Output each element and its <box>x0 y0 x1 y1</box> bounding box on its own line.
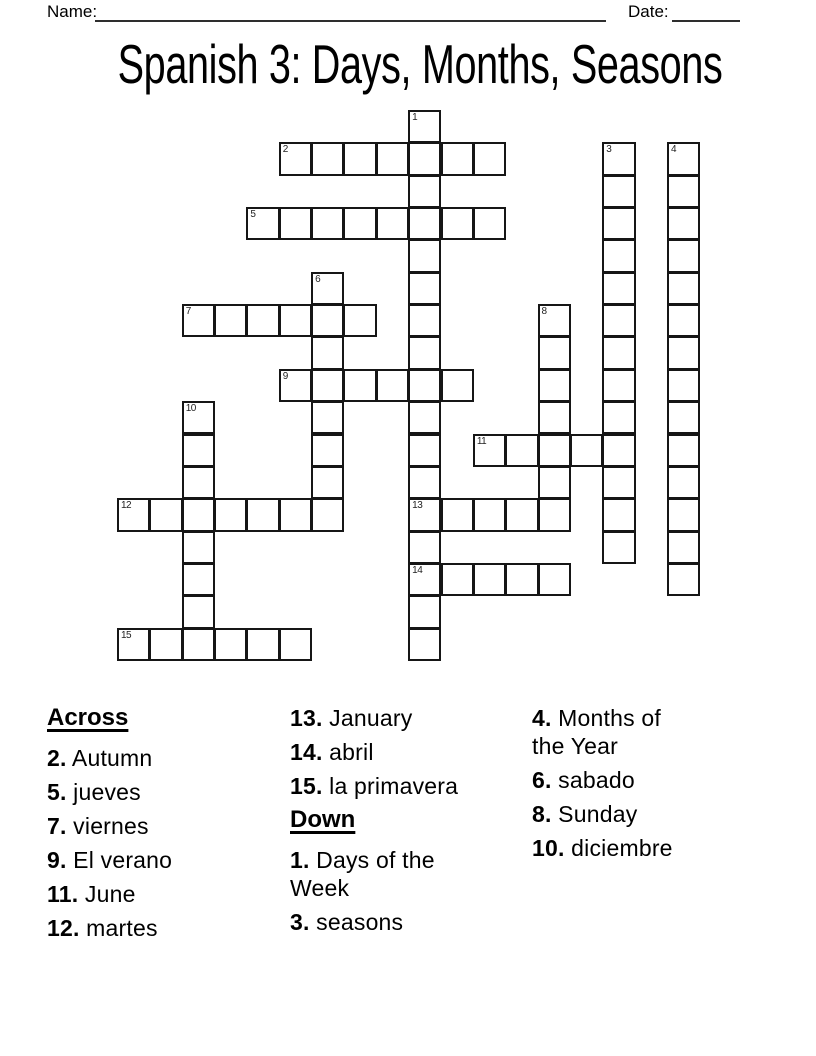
grid-cell-number: 4 <box>670 144 676 156</box>
grid-cell <box>279 369 312 402</box>
grid-cell-number: 10 <box>185 403 196 415</box>
clue-number: 15. <box>290 773 323 799</box>
grid-cell-number: 9 <box>282 370 288 382</box>
grid-cell <box>602 531 635 564</box>
grid-cell <box>311 272 344 305</box>
clue-number: 2. <box>47 745 67 771</box>
grid-cell-number: 8 <box>541 306 547 318</box>
clue-down-10 <box>532 834 694 862</box>
grid-cell <box>602 142 635 175</box>
grid-cell <box>408 595 441 628</box>
title-wrap <box>0 33 816 95</box>
clue-text: El verano <box>66 847 173 873</box>
grid-cell <box>376 207 409 240</box>
grid-cell <box>408 498 441 531</box>
grid-cell <box>408 369 441 402</box>
grid-cell <box>441 207 474 240</box>
grid-cell <box>602 175 635 208</box>
grid-cell <box>602 369 635 402</box>
grid-cell <box>538 401 571 434</box>
grid-cell <box>473 142 506 175</box>
grid-cell <box>408 304 441 337</box>
grid-cell <box>505 498 538 531</box>
grid-cell <box>667 207 700 240</box>
grid-cell <box>441 498 474 531</box>
grid-cell <box>214 498 247 531</box>
grid-cell <box>473 207 506 240</box>
grid-cell <box>246 304 279 337</box>
grid-cell <box>667 401 700 434</box>
clue-number: 10. <box>532 835 565 861</box>
crossword-grid <box>117 110 701 662</box>
grid-cell <box>667 272 700 305</box>
grid-cell <box>408 434 441 467</box>
date-blank-line <box>672 2 740 22</box>
clue-text: Days of the Week <box>290 847 435 901</box>
clue-number: 11. <box>47 881 79 907</box>
clue-across-7 <box>47 812 262 840</box>
grid-cell <box>538 563 571 596</box>
grid-cell <box>149 498 182 531</box>
grid-cell <box>441 563 474 596</box>
grid-cell <box>182 595 215 628</box>
grid-cell <box>473 498 506 531</box>
clue-across-12 <box>47 914 262 942</box>
grid-cell <box>182 434 215 467</box>
grid-cell <box>279 498 312 531</box>
grid-cell <box>214 304 247 337</box>
grid-cell <box>667 563 700 596</box>
clue-text: abril <box>322 739 374 765</box>
clue-text: Sunday <box>551 801 638 827</box>
clue-number: 8. <box>532 801 552 827</box>
clue-number: 1. <box>290 847 310 873</box>
grid-cell <box>408 239 441 272</box>
grid-cell <box>505 434 538 467</box>
grid-cell <box>182 531 215 564</box>
clue-down-1 <box>290 846 492 902</box>
grid-cell <box>311 434 344 467</box>
grid-cell-number: 12 <box>121 500 132 512</box>
grid-cell <box>311 466 344 499</box>
clue-number: 5. <box>47 779 67 805</box>
grid-cell <box>279 207 312 240</box>
grid-cell <box>408 142 441 175</box>
grid-cell <box>538 434 571 467</box>
grid-cell <box>376 142 409 175</box>
name-blank-line <box>95 2 606 22</box>
clues-column-3 <box>532 704 694 868</box>
grid-cell <box>538 369 571 402</box>
grid-cell-number: 14 <box>412 564 423 576</box>
grid-cell <box>667 369 700 402</box>
grid-cell <box>408 563 441 596</box>
grid-cell <box>602 434 635 467</box>
grid-cell <box>667 336 700 369</box>
grid-cell <box>667 466 700 499</box>
grid-cell <box>538 466 571 499</box>
grid-cell <box>538 498 571 531</box>
across-header: Across <box>47 704 129 731</box>
grid-cell <box>311 369 344 402</box>
grid-cell <box>279 628 312 661</box>
grid-cell <box>667 531 700 564</box>
clue-text: viernes <box>66 813 149 839</box>
clue-text: seasons <box>309 909 404 935</box>
grid-cell <box>473 434 506 467</box>
grid-cell <box>441 369 474 402</box>
grid-cell-number: 6 <box>315 273 321 285</box>
grid-cell <box>408 272 441 305</box>
clue-text: la primavera <box>322 773 459 799</box>
grid-cell <box>343 207 376 240</box>
grid-cell <box>602 401 635 434</box>
grid-cell <box>473 563 506 596</box>
grid-cell <box>667 239 700 272</box>
grid-cell <box>182 498 215 531</box>
grid-cell <box>182 466 215 499</box>
clue-down-4 <box>532 704 694 760</box>
grid-cell <box>408 175 441 208</box>
clue-across-9 <box>47 846 262 874</box>
clue-number: 14. <box>290 739 323 765</box>
grid-cell <box>214 628 247 661</box>
clue-across-15 <box>290 772 492 800</box>
grid-cell <box>538 304 571 337</box>
clue-down-3 <box>290 908 492 936</box>
grid-cell <box>117 628 150 661</box>
clue-down-6 <box>532 766 694 794</box>
grid-cell <box>441 142 474 175</box>
grid-cell <box>538 336 571 369</box>
grid-cell <box>602 207 635 240</box>
clue-text: martes <box>79 915 158 941</box>
grid-cell-number: 7 <box>185 306 191 318</box>
grid-cell <box>311 498 344 531</box>
clue-text: January <box>322 705 413 731</box>
grid-cell-number: 13 <box>412 500 423 512</box>
grid-cell <box>343 142 376 175</box>
grid-cell <box>667 304 700 337</box>
clue-number: 7. <box>47 813 67 839</box>
grid-cell <box>279 142 312 175</box>
clue-number: 4. <box>532 705 552 731</box>
clue-text: June <box>78 881 136 907</box>
clue-text: diciembre <box>564 835 673 861</box>
grid-cell <box>279 304 312 337</box>
grid-cell <box>246 207 279 240</box>
clues-column-1 <box>47 704 262 948</box>
grid-cell <box>311 336 344 369</box>
clue-down-8 <box>532 800 694 828</box>
grid-cell <box>311 142 344 175</box>
clues-column-2 <box>290 704 492 942</box>
grid-cell-number: 2 <box>282 144 288 156</box>
clue-across-5 <box>47 778 262 806</box>
grid-cell <box>602 304 635 337</box>
grid-cell-number: 15 <box>121 629 132 641</box>
grid-cell <box>667 175 700 208</box>
clue-across-2 <box>47 744 262 772</box>
grid-cell-number: 5 <box>250 209 256 221</box>
grid-cell <box>408 110 441 143</box>
grid-cell <box>182 304 215 337</box>
down-header: Down <box>290 806 356 833</box>
grid-cell <box>117 498 150 531</box>
grid-cell <box>408 466 441 499</box>
grid-cell <box>343 304 376 337</box>
grid-cell <box>602 239 635 272</box>
grid-cell <box>570 434 603 467</box>
clue-across-14 <box>290 738 492 766</box>
grid-cell <box>343 369 376 402</box>
grid-cell <box>667 498 700 531</box>
grid-cell-number: 11 <box>476 435 487 447</box>
clue-text: jueves <box>66 779 141 805</box>
grid-cell <box>149 628 182 661</box>
grid-cell <box>311 304 344 337</box>
grid-cell <box>311 207 344 240</box>
grid-cell <box>246 628 279 661</box>
name-label: Name: <box>47 2 98 21</box>
grid-cell <box>182 563 215 596</box>
grid-cell <box>505 563 538 596</box>
clue-text: sabado <box>551 767 635 793</box>
clue-number: 6. <box>532 767 552 793</box>
clue-text: Months of the Year <box>532 705 661 759</box>
grid-cell <box>408 531 441 564</box>
grid-cell <box>408 336 441 369</box>
grid-cell <box>246 498 279 531</box>
grid-cell-number: 3 <box>606 144 612 156</box>
grid-cell <box>408 401 441 434</box>
grid-cell <box>667 434 700 467</box>
grid-cell <box>408 628 441 661</box>
grid-cell <box>602 336 635 369</box>
clue-number: 13. <box>290 705 323 731</box>
grid-cell <box>602 466 635 499</box>
grid-cell <box>667 142 700 175</box>
clue-number: 3. <box>290 909 310 935</box>
clue-across-13 <box>290 704 492 732</box>
grid-cell <box>311 401 344 434</box>
grid-cell <box>182 628 215 661</box>
page-title: Spanish 3: Days, Months, Seasons <box>117 33 723 95</box>
clue-across-11 <box>47 880 262 908</box>
grid-cell <box>408 207 441 240</box>
grid-cell <box>602 498 635 531</box>
grid-cell <box>182 401 215 434</box>
clue-number: 12. <box>47 915 80 941</box>
date-label: Date: <box>628 2 669 21</box>
clue-text: Autumn <box>66 745 153 771</box>
grid-cell <box>376 369 409 402</box>
grid-cell <box>602 272 635 305</box>
clue-number: 9. <box>47 847 67 873</box>
grid-cell-number: 1 <box>412 112 418 123</box>
